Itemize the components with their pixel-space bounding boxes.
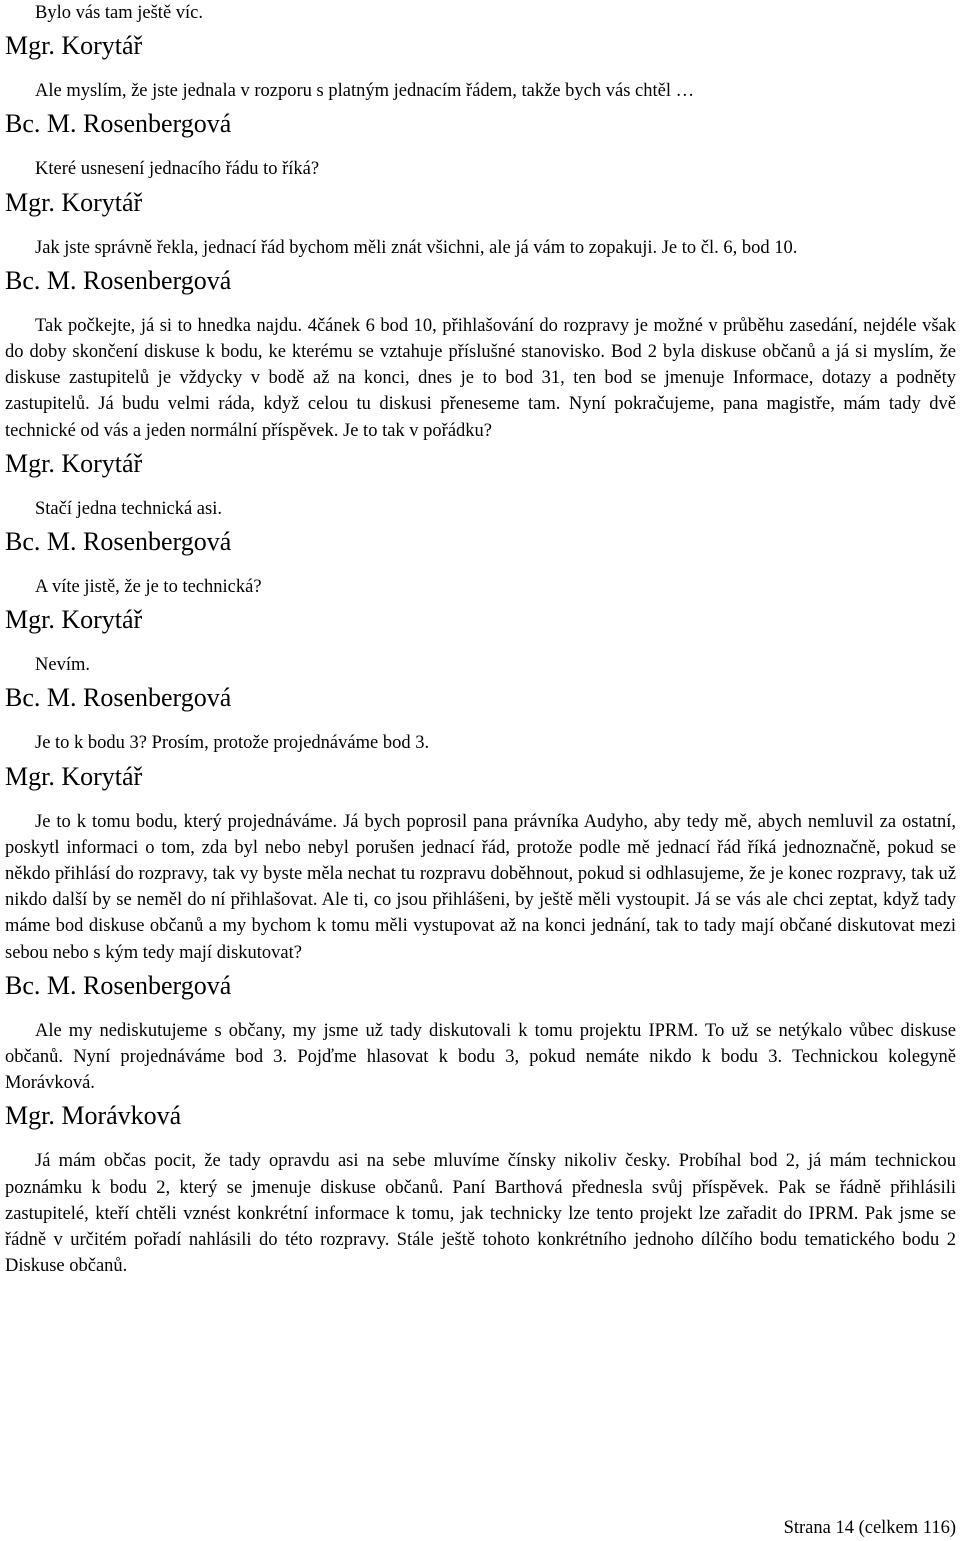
speaker-name: Bc. M. Rosenbergová xyxy=(5,970,232,1000)
blk-8: Tak počkejte, já si to hnedka najdu. 4čánek 6 bod 10, přihlašování do rozpravy je možné v průběhu zasedání, nejdéle však do doby skončení diskuse k bodu, ke kterému se vztahuje příslušné stanovisko. Bod 2 byla diskuse občanů a já si myslím, že diskuse zastupitelů je vždycky v bodě až na konci, dnes je to bod 31, ten bod se jmenuje Informace, dotazy a podněty zastupitelů. Já budu velmi ráda, když celou tu diskusi přeneseme tam. Nyní pokračujeme, pana magistře, mám tady dvě technické od vás a jeden normální příspěvek. Je to tak v pořádku? xyxy=(5,315,956,441)
blk-0: Bylo vás tam ještě víc. xyxy=(35,3,204,23)
speaker-name: Mgr. Korytář xyxy=(5,761,143,791)
blk-10: Stačí jedna technická asi. xyxy=(35,498,222,519)
speaker-name: Bc. M. Rosenbergová xyxy=(5,109,232,139)
blk-16: Je to k bodu 3? Prosím, protože projednáváme bod 3. xyxy=(35,733,430,754)
blk-4: Které usnesení jednacího řádu to říká? xyxy=(35,159,320,180)
transcript-page xyxy=(5,0,956,1279)
blk-22: Já mám občas pocit, že tady opravdu asi na sebe mluvíme čínsky nikoliv česky. Probíhal bod 2, já mám technickou poznámku k bodu 2, který se jmenuje diskuse občanů. Paní Barthová přednesla svůj příspěvek. Pak se řádně přihlásili zastupitelé, kteří chtěli vznést konkrétní informace k tomu, jak technicky lze tento projekt lze zařadit do IPRM. Pak jsme se řádně v určitém pořadí nahlásili do této rozpravy. Stále ještě tohoto konkrétního jednoho dílčího bodu tematického bodu 2 Diskuse občanů. xyxy=(5,1151,956,1277)
speaker-name: Bc. M. Rosenbergová xyxy=(5,265,232,295)
blk-20: Ale my nediskutujeme s občany, my jsme už tady diskutovali k tomu projektu IPRM. To už se netýkalo vůbec diskuse občanů. Nyní projednáváme bod 3. Pojďme hlasovat k bodu 3, pokud nemáte nikdo k bodu 3. Technickou kolegyně Morávková. xyxy=(5,1020,956,1094)
speaker-name: Bc. M. Rosenbergová xyxy=(5,683,232,713)
blk-12: A víte jistě, že je to technická? xyxy=(35,577,262,598)
speaker-name: Mgr. Korytář xyxy=(5,448,143,478)
speaker-name: Mgr. Korytář xyxy=(5,187,143,217)
blk-14: Nevím. xyxy=(35,655,90,676)
speaker-name: Mgr. Korytář xyxy=(5,31,143,61)
speaker-name: Mgr. Korytář xyxy=(5,605,143,635)
blk-6: Jak jste správně řekla, jednací řád bychom měli znát všichni, ale já vám to zopakuji. Je to čl. 6, bod 10. xyxy=(35,237,798,258)
page-number-footer: Strana 14 (celkem 116) xyxy=(783,1518,956,1538)
blk-2: Ale myslím, že jste jednala v rozporu s platným jednacím řádem, takže bych vás chtěl … xyxy=(35,81,695,102)
speaker-name: Bc. M. Rosenbergová xyxy=(5,527,232,557)
blk-18: Je to k tomu bodu, který projednáváme. Já bych poprosil pana právníka Audyho, aby tedy mě, abych nemluvil za ostatní, poskytl informaci o tom, zda byl nebo nebyl porušen jednací řád, protože podle mě jednací řád říká jednoznačně, pokud se někdo přihlásí do rozpravy, tak vy byste měla nechat tu rozpravu doběhnout, pokud si odhlasujeme, že je konec rozpravy, tak už nikdo další by se neměl do ní přihlašovat. Ale ti, co jsou přihlášeni, by ještě měli vystoupit. Já se vás ale chci zeptat, když tady máme bod diskuse občanů a my bychom k tomu měli vystupovat až na konci jednání, tak to tady mají občané diskutovat mezi sebou nebo s kým tedy mají diskutovat? xyxy=(5,811,956,963)
speaker-name: Mgr. Morávková xyxy=(5,1101,182,1131)
